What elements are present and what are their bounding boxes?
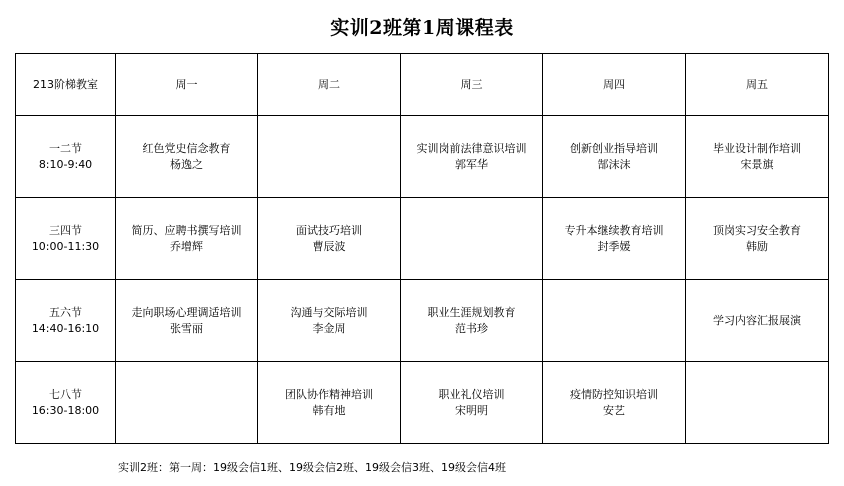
- course-cell: [543, 116, 686, 198]
- day-header-tue: 周二: [258, 54, 401, 116]
- teacher-name: 安艺: [603, 403, 625, 417]
- teacher-name: 范书珍: [455, 321, 488, 335]
- course-cell: [401, 198, 543, 280]
- period-cell: [16, 116, 116, 198]
- teacher-name: 曹辰波: [312, 239, 346, 253]
- course-name: 面试技巧培训: [296, 223, 362, 237]
- course-name: 顶岗实习安全教育: [713, 223, 801, 237]
- teacher-name: 宋明明: [455, 403, 488, 417]
- course-cell: [543, 362, 686, 444]
- course-cell: [686, 362, 829, 444]
- period-time: 16:30-18:00: [31, 403, 100, 417]
- course-cell: [116, 362, 258, 444]
- course-name: 沟通与交际培训: [290, 305, 368, 319]
- course-name: 疫情防控知识培训: [570, 387, 658, 401]
- course-cell: [543, 198, 686, 280]
- teacher-name: 韩励: [746, 239, 768, 253]
- course-cell: [116, 116, 258, 198]
- table-row: [16, 280, 829, 362]
- teacher-name: 乔增辉: [170, 239, 203, 253]
- room-header: 213阶梯教室: [16, 54, 116, 116]
- page-title: 实训2班第1周课程表: [330, 17, 514, 39]
- day-header-wed: 周三: [401, 54, 543, 116]
- course-cell: [543, 280, 686, 362]
- day-header-thu: 周四: [543, 54, 686, 116]
- class-note: 实训2班：第一周：19级会信1班、19级会信2班、19级会信3班、19级会信4班: [118, 461, 506, 474]
- teacher-name: 宋景旗: [740, 157, 774, 171]
- course-cell: [686, 116, 829, 198]
- period-cell: [16, 362, 116, 444]
- course-name: 团队协作精神培训: [285, 387, 373, 401]
- period-cell: [16, 198, 116, 280]
- teacher-name: 韩有地: [312, 403, 346, 417]
- course-cell: [116, 280, 258, 362]
- day-header-mon: 周一: [116, 54, 258, 116]
- period-label: 三四节: [49, 223, 82, 237]
- teacher-name: 张雪丽: [170, 321, 203, 335]
- course-name: 走向职场心理调适培训: [131, 305, 242, 319]
- period-label: 一二节: [49, 141, 82, 155]
- course-name: 专升本继续教育培训: [564, 223, 664, 237]
- teacher-name: 封季媛: [597, 239, 631, 253]
- schedule-table: [15, 53, 829, 444]
- course-cell: [258, 280, 401, 362]
- teacher-name: 郭军华: [455, 157, 488, 171]
- course-cell: [686, 280, 829, 362]
- period-time: 8:10-9:40: [38, 157, 93, 171]
- period-label: 七八节: [49, 387, 82, 401]
- period-time: 10:00-11:30: [31, 239, 100, 253]
- header-row: [16, 54, 829, 116]
- period-cell: [16, 280, 116, 362]
- course-name: 简历、应聘书撰写培训: [131, 223, 242, 237]
- course-cell: [401, 280, 543, 362]
- course-cell: [401, 362, 543, 444]
- period-time: 14:40-16:10: [31, 321, 100, 335]
- teacher-name: 杨逸之: [170, 157, 203, 171]
- course-cell: [258, 362, 401, 444]
- table-row: [16, 198, 829, 280]
- course-name: 毕业设计制作培训: [713, 141, 801, 155]
- table-row: [16, 362, 829, 444]
- course-cell: [401, 116, 543, 198]
- table-row: [16, 116, 829, 198]
- teacher-name: 郜沫沫: [597, 157, 631, 171]
- course-cell: [686, 198, 829, 280]
- course-cell: [258, 116, 401, 198]
- teacher-name: 李金周: [312, 321, 346, 335]
- course-name: 红色党史信念教育: [142, 141, 231, 155]
- course-name: 学习内容汇报展演: [713, 313, 801, 327]
- course-cell: [116, 198, 258, 280]
- day-header-fri: 周五: [686, 54, 829, 116]
- course-name: 职业生涯规划教育: [427, 305, 516, 319]
- course-name: 职业礼仪培训: [438, 387, 505, 401]
- course-name: 实训岗前法律意识培训: [416, 141, 527, 155]
- course-cell: [258, 198, 401, 280]
- period-label: 五六节: [49, 305, 82, 319]
- course-name: 创新创业指导培训: [570, 141, 658, 155]
